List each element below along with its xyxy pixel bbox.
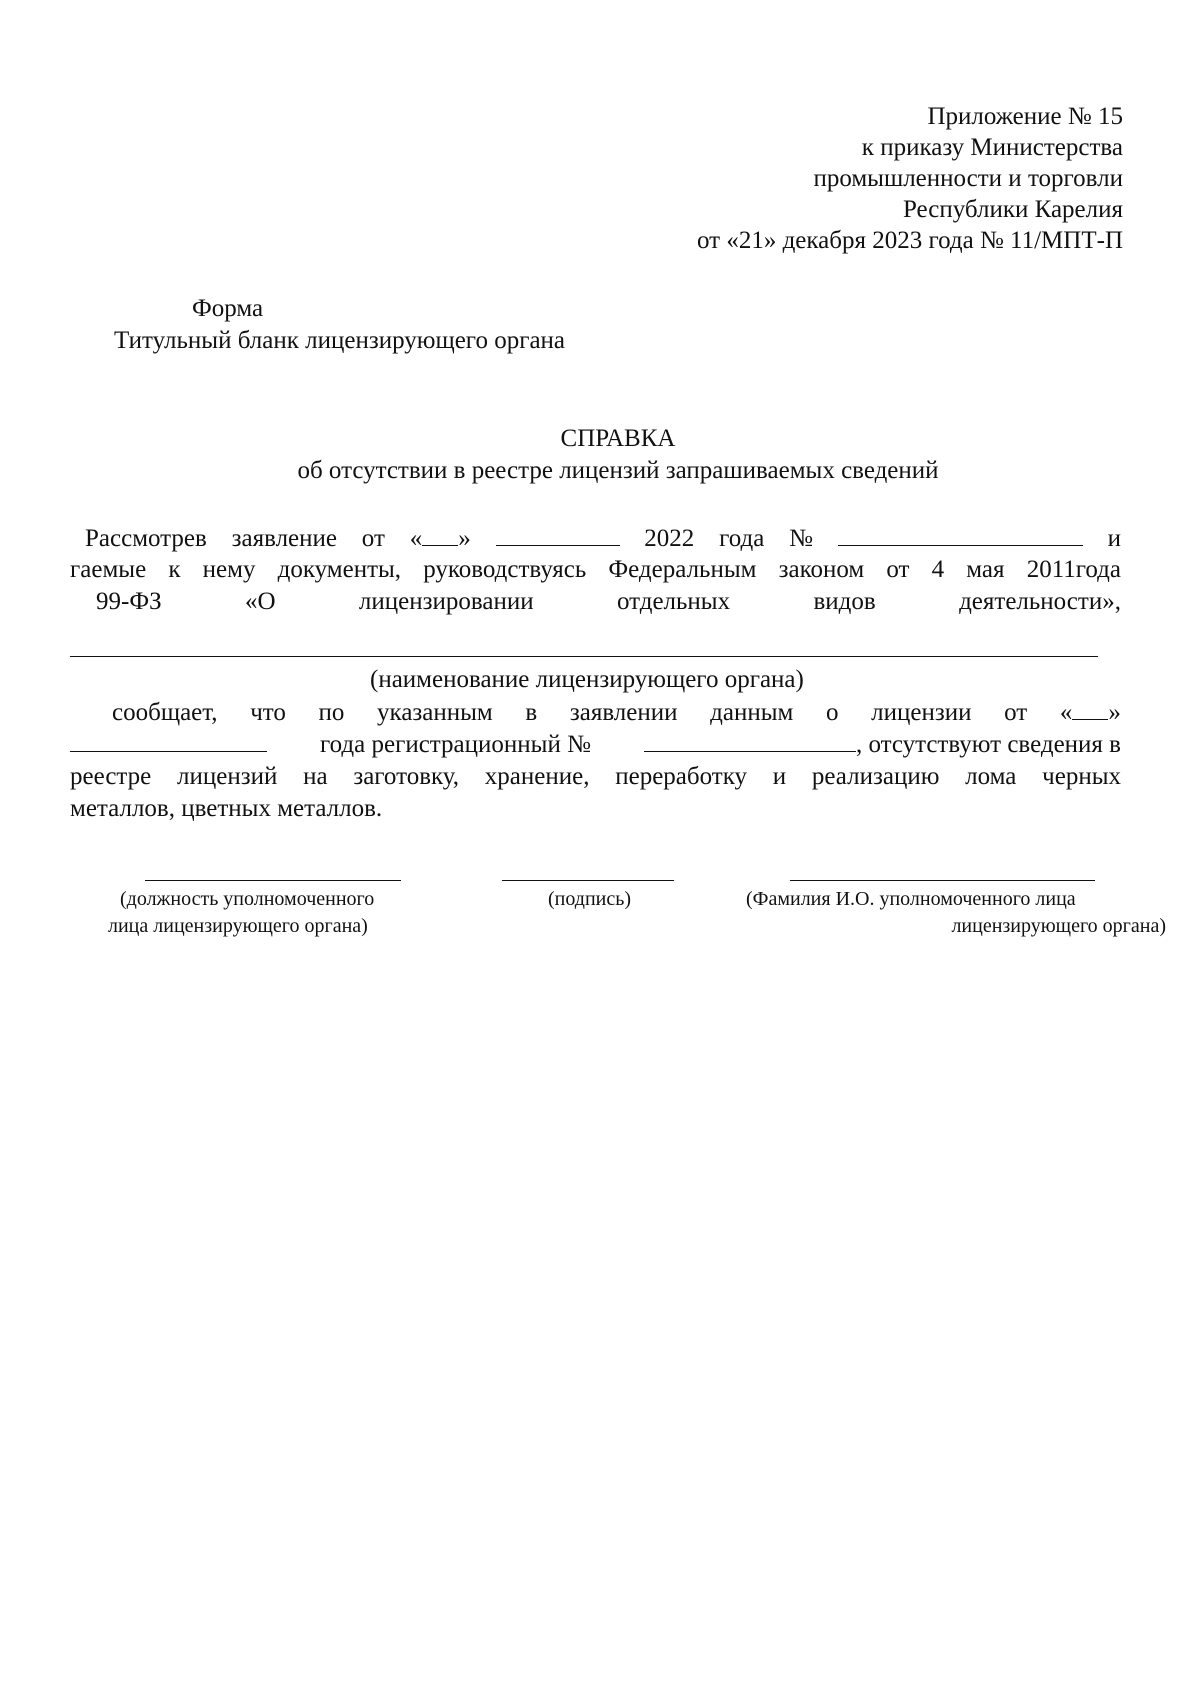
body-line-7: реестре лицензий на заготовку, хранение, переработку и реализацию лома черных xyxy=(70,763,1121,790)
word: от xyxy=(1004,699,1028,726)
body-line-3 xyxy=(96,586,1121,618)
appendix-ministry: промышленности и торговли xyxy=(813,165,1123,192)
body-line-8: металлов, цветных металлов. xyxy=(70,795,383,822)
word: данным xyxy=(710,699,794,726)
word: по xyxy=(318,699,345,726)
name-caption-1: (Фамилия И.О. уполномоченного лица xyxy=(746,888,1076,910)
signature-caption: (подпись) xyxy=(548,888,632,910)
word: Рассмотрев xyxy=(85,525,207,552)
word: № xyxy=(789,525,813,552)
signature-line[interactable] xyxy=(502,880,674,881)
word: лицензировании xyxy=(358,588,534,615)
document-title: СПРАВКА xyxy=(560,425,676,452)
word: в xyxy=(525,699,538,726)
name-signature-line[interactable] xyxy=(790,880,1095,881)
registration-number-field[interactable] xyxy=(644,729,856,752)
form-label: Форма xyxy=(192,295,264,322)
word: деятельности», xyxy=(959,588,1121,615)
license-month-field[interactable] xyxy=(70,729,267,752)
authority-caption: (наименование лицензирующего органа) xyxy=(370,666,804,693)
document-subtitle: об отсутствии в реестре лицензий запрашиваемых сведений xyxy=(297,457,939,484)
word: видов xyxy=(813,588,876,615)
word: указанным xyxy=(377,699,493,726)
word: что xyxy=(250,699,286,726)
word: от xyxy=(361,525,385,552)
word: и xyxy=(1107,525,1121,552)
name-caption-2: лицензирующего органа) xyxy=(951,915,1166,937)
body-line-6 xyxy=(70,729,1121,761)
word: сообщает, xyxy=(112,699,218,726)
word: заявлении xyxy=(569,699,678,726)
word: «О xyxy=(244,588,276,615)
appendix-date: от «21» декабря 2023 года № 11/МПТ-П xyxy=(696,227,1123,254)
appendix-number: Приложение № 15 xyxy=(927,103,1123,130)
title-blank-label: Титульный бланк лицензирующего органа xyxy=(114,327,566,354)
body-line-2: гаемые к нему документы, руководствуясь Федеральным законом от 4 мая 2011года xyxy=(70,556,1121,583)
word: 99-ФЗ xyxy=(96,588,162,615)
word: года xyxy=(719,525,765,552)
word: заявление xyxy=(231,525,337,552)
position-caption-2: лица лицензирующего органа) xyxy=(108,915,368,937)
date-month-field[interactable] xyxy=(496,523,620,546)
word: 2022 xyxy=(644,525,695,552)
word: отдельных xyxy=(616,588,731,615)
application-number-field[interactable] xyxy=(838,523,1083,546)
license-day-field[interactable]: « » xyxy=(1059,699,1121,726)
appendix-order-ref: к приказу Министерства xyxy=(861,134,1123,161)
date-day-field[interactable]: « » xyxy=(409,525,471,552)
appendix-republic: Республики Карелия xyxy=(902,196,1123,223)
position-signature-line[interactable] xyxy=(145,880,401,881)
authority-name-field[interactable] xyxy=(70,656,1098,657)
body-line-5 xyxy=(112,697,1121,729)
registration-number-group: , отсутствуют сведения в xyxy=(644,729,1121,761)
word: о xyxy=(826,699,839,726)
text: года регистрационный № xyxy=(320,731,591,758)
body-line-1 xyxy=(85,523,1121,555)
word: лицензии xyxy=(871,699,972,726)
position-caption-1: (должность уполномоченного xyxy=(120,888,375,910)
